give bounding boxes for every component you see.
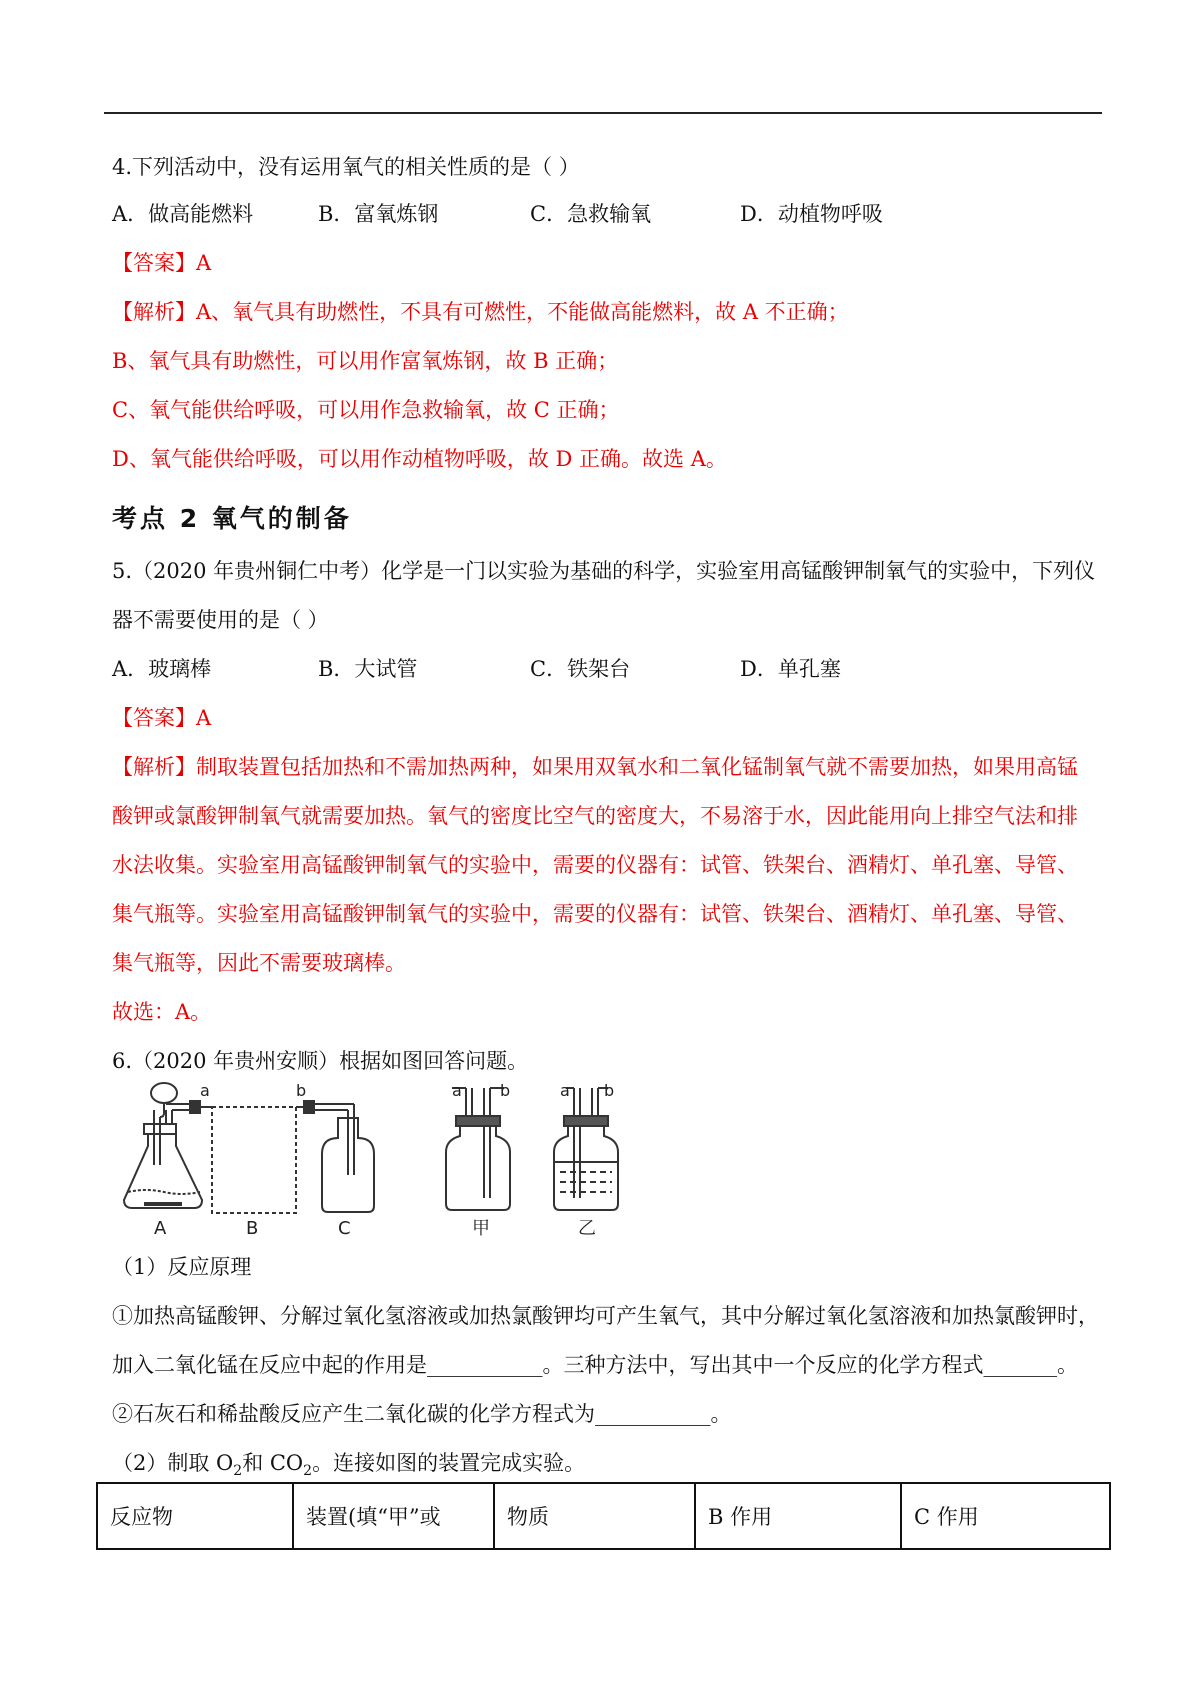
table-row — [97, 1483, 1110, 1549]
q4-option-a: A．做高能燃料 — [112, 202, 254, 226]
label-apparatus-b: B — [246, 1218, 259, 1239]
q4-option-d: D．动植物呼吸 — [740, 202, 883, 226]
q6-part2-title: （2）制取 $O_2$和 $CO_2$。连接如图的装置完成实验。 — [112, 1451, 586, 1480]
label-b: b — [296, 1081, 307, 1100]
q5-analysis-line: 集气瓶等。实验室用高锰酸钾制氧气的实验中，需要的仪器有：试管、铁架台、酒精灯、单孔塞、导管、 — [112, 902, 1078, 926]
label-a-yi: a — [560, 1081, 570, 1100]
label-b-jia: b — [500, 1081, 511, 1100]
q6-line: 加入二氧化锰在反应中起的作用是___________。三种方法中，写出其中一个反应的化学方程式_______。 — [112, 1353, 1078, 1377]
q6-part1-title: （1）反应原理 — [112, 1255, 252, 1279]
q6-line: ②石灰石和稀盐酸反应产生二氧化碳的化学方程式为___________。 — [112, 1402, 732, 1426]
table-header-cell: 反应物 — [97, 1483, 293, 1549]
q5-stem-line: 5.（2020 年贵州铜仁中考）化学是一门以实验为基础的科学，实验室用高锰酸钾制氧气的实验中，下列仪 — [112, 559, 1096, 583]
experiment-table — [96, 1482, 1111, 1550]
label-a: a — [200, 1081, 210, 1100]
q4-analysis-line: D、氧气能供给呼吸，可以用作动植物呼吸，故 D 正确。故选 A。 — [112, 447, 727, 471]
q5-option-b: B．大试管 — [318, 657, 418, 681]
header-rule — [104, 112, 1102, 114]
table-header-cell: C 作用 — [901, 1483, 1110, 1549]
apparatus-yi-bottle — [554, 1088, 618, 1210]
q6-stem: 6.（2020 年贵州安顺）根据如图回答问题。 — [112, 1049, 529, 1073]
label-apparatus-c: C — [338, 1218, 351, 1239]
label-a-jia: a — [452, 1081, 462, 1100]
q5-analysis-line: 酸钾或氯酸钾制氧气就需要加热。氧气的密度比空气的密度大，不易溶于水，因此能用向上排空气法和排 — [112, 804, 1078, 828]
q4-answer: 【答案】A — [112, 251, 212, 275]
apparatus-jia-bottle — [446, 1088, 510, 1210]
q4-analysis-line: 【解析】A、氧气具有助燃性，不具有可燃性，不能做高能燃料，故 A 不正确； — [112, 300, 849, 324]
label-jia: 甲 — [472, 1218, 490, 1239]
apparatus-b-box — [212, 1107, 296, 1213]
q5-stem-line: 器不需要使用的是（ ） — [112, 608, 329, 632]
label-yi: 乙 — [578, 1218, 596, 1239]
apparatus-figure — [116, 1080, 716, 1240]
q5-option-c: C．铁架台 — [530, 657, 631, 681]
table-header-cell: B 作用 — [695, 1483, 901, 1549]
table-header-cell: 物质 — [494, 1483, 695, 1549]
section-heading: 考点 2 氧气的制备 — [112, 504, 352, 533]
q4-option-b: B．富氧炼钢 — [318, 202, 439, 226]
table-header-cell: 装置(填“甲”或 — [293, 1483, 494, 1549]
q5-analysis-line: 【解析】制取装置包括加热和不需加热两种，如果用双氧水和二氧化锰制氧气就不需要加热，如果用高锰 — [112, 755, 1078, 779]
q5-analysis-line: 水法收集。实验室用高锰酸钾制氧气的实验中，需要的仪器有：试管、铁架台、酒精灯、单孔塞、导管、 — [112, 853, 1078, 877]
q5-analysis-line: 集气瓶等，因此不需要玻璃棒。 — [112, 951, 406, 975]
q6-line: ①加热高锰酸钾、分解过氧化氢溶液或加热氯酸钾均可产生氧气，其中分解过氧化氢溶液和加热氯酸钾时， — [112, 1304, 1099, 1328]
label-b-yi: b — [604, 1081, 615, 1100]
q4-option-c: C．急救输氧 — [530, 202, 652, 226]
q4-stem: 4.下列活动中，没有运用氧气的相关性质的是（ ） — [112, 155, 580, 179]
q4-analysis-line: B、氧气具有助燃性，可以用作富氧炼钢，故 B 正确； — [112, 349, 619, 373]
q5-option-d: D．单孔塞 — [740, 657, 841, 681]
q5-answer: 【答案】A — [112, 706, 212, 730]
label-apparatus-a: A — [154, 1218, 167, 1239]
q4-analysis-line: C、氧气能供给呼吸，可以用作急救输氧，故 C 正确； — [112, 398, 620, 422]
q5-option-a: A．玻璃棒 — [112, 657, 212, 681]
q5-analysis-line: 故选：A。 — [112, 1000, 212, 1024]
